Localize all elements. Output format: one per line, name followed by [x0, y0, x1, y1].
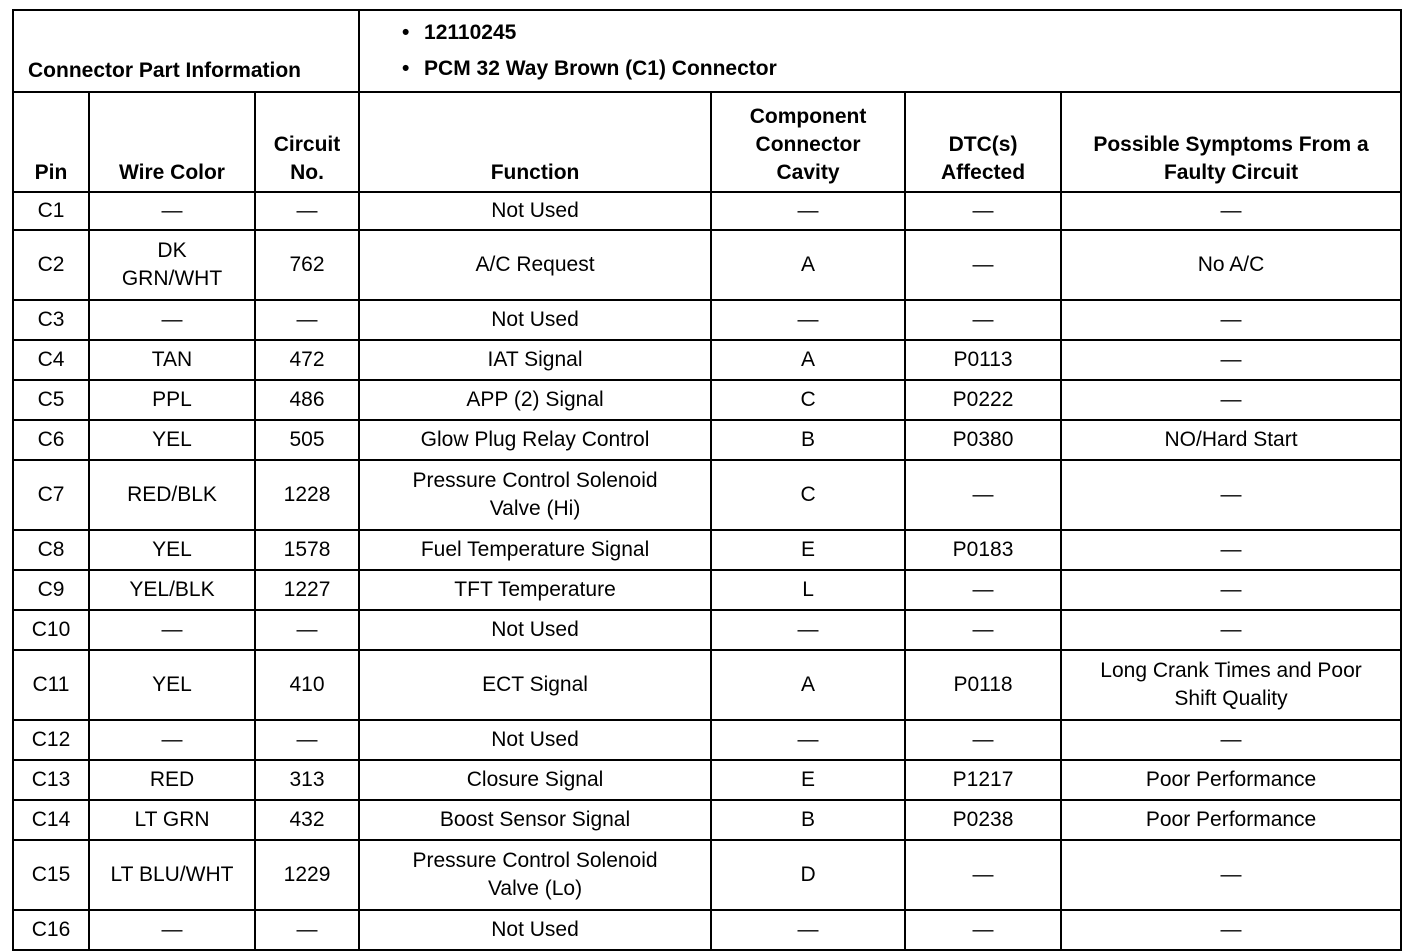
symptom-cell — [1061, 192, 1401, 230]
function-cell-line: Not Used — [491, 199, 579, 222]
part-number-line — [402, 15, 1400, 51]
function-cell — [359, 610, 711, 650]
table-row — [13, 380, 1401, 420]
symptom-cell — [1061, 530, 1401, 570]
wire-color-cell-line: YEL — [152, 428, 192, 451]
pin-cell: C6 — [13, 420, 89, 460]
function-cell — [359, 420, 711, 460]
dtc-cell: P0222 — [905, 380, 1061, 420]
symptom-cell-line: No A/C — [1197, 253, 1265, 276]
symptom-cell — [1061, 840, 1401, 910]
pin-cell: C10 — [13, 610, 89, 650]
function-cell — [359, 340, 711, 380]
wire-color-cell — [89, 760, 255, 800]
symptom-cell — [1061, 720, 1401, 760]
col-header-cavity — [711, 92, 905, 192]
wire-color-cell — [89, 192, 255, 230]
wire-color-cell-line: PPL — [152, 388, 192, 411]
table-row — [13, 910, 1401, 950]
cavity-cell: A — [711, 340, 905, 380]
symptom-cell-line: Poor Performance — [1145, 808, 1317, 831]
circuit-no-cell: 410 — [255, 650, 359, 720]
dtc-cell: — — [905, 230, 1061, 300]
dtc-cell: — — [905, 720, 1061, 760]
pin-cell: C1 — [13, 192, 89, 230]
wire-color-cell — [89, 840, 255, 910]
symptom-cell-line: — — [1220, 199, 1242, 222]
function-cell — [359, 840, 711, 910]
cavity-cell: — — [711, 192, 905, 230]
circuit-no-cell: — — [255, 910, 359, 950]
symptom-cell-line: — — [1220, 348, 1242, 371]
table-row — [13, 840, 1401, 910]
col-header-symptoms-line: Faulty Circuit — [1163, 161, 1299, 184]
function-cell-line: TFT Temperature — [454, 578, 616, 601]
table-row — [13, 570, 1401, 610]
function-cell-line: Pressure Control Solenoid — [412, 469, 658, 492]
circuit-no-cell: — — [255, 300, 359, 340]
circuit-no-cell: — — [255, 192, 359, 230]
symptom-cell-line: — — [1220, 483, 1242, 506]
pin-cell: C16 — [13, 910, 89, 950]
cavity-cell: A — [711, 650, 905, 720]
symptom-cell-line: — — [1220, 918, 1242, 941]
dtc-cell: P0238 — [905, 800, 1061, 840]
symptom-cell-line: Long Crank Times and Poor — [1100, 659, 1362, 682]
col-header-circuit-line: Circuit — [273, 133, 341, 156]
col-header-dtc-line: DTC(s) — [948, 133, 1018, 156]
wire-color-cell-line: LT BLU/WHT — [110, 863, 234, 886]
wire-color-cell-line: — — [161, 728, 183, 751]
pin-cell: C2 — [13, 230, 89, 300]
circuit-no-cell: 762 — [255, 230, 359, 300]
bullet-icon: • — [402, 21, 410, 44]
symptom-cell — [1061, 300, 1401, 340]
wire-color-cell — [89, 380, 255, 420]
pin-cell: C8 — [13, 530, 89, 570]
part-number: 12110245 — [424, 21, 517, 44]
symptom-cell-line: Poor Performance — [1145, 768, 1317, 791]
table-row — [13, 720, 1401, 760]
wire-color-cell-line: YEL — [152, 538, 192, 561]
dtc-cell: P0183 — [905, 530, 1061, 570]
table-row — [13, 800, 1401, 840]
table-row — [13, 340, 1401, 380]
pinout-rows — [13, 192, 1401, 950]
pin-cell: C12 — [13, 720, 89, 760]
symptom-cell-line: NO/Hard Start — [1164, 428, 1298, 451]
wire-color-cell-line: — — [161, 918, 183, 941]
symptom-cell — [1061, 420, 1401, 460]
function-cell — [359, 460, 711, 530]
connector-part-info-values — [359, 10, 1401, 92]
symptom-cell — [1061, 910, 1401, 950]
wire-color-cell-line: YEL — [152, 673, 192, 696]
symptom-cell — [1061, 650, 1401, 720]
table-row — [13, 192, 1401, 230]
function-cell-line: Not Used — [491, 728, 579, 751]
col-header-function: Function — [359, 92, 711, 192]
symptom-cell — [1061, 610, 1401, 650]
column-header-row — [13, 92, 1401, 192]
function-cell-line: Not Used — [491, 618, 579, 641]
function-cell-line: Not Used — [491, 308, 579, 331]
pin-cell: C4 — [13, 340, 89, 380]
col-header-symptoms — [1061, 92, 1401, 192]
col-header-cavity-line: Connector — [755, 133, 861, 156]
wire-color-cell — [89, 230, 255, 300]
symptom-cell — [1061, 800, 1401, 840]
pin-cell: C9 — [13, 570, 89, 610]
function-cell — [359, 530, 711, 570]
function-cell — [359, 910, 711, 950]
col-header-cavity-line: Component — [749, 105, 867, 128]
dtc-cell: — — [905, 910, 1061, 950]
cavity-cell: C — [711, 460, 905, 530]
connector-pinout-table — [12, 9, 1402, 951]
col-header-dtc — [905, 92, 1061, 192]
pin-cell: C11 — [13, 650, 89, 720]
dtc-cell: — — [905, 460, 1061, 530]
circuit-no-cell: 505 — [255, 420, 359, 460]
circuit-no-cell: 1578 — [255, 530, 359, 570]
function-cell-line: Pressure Control Solenoid — [412, 849, 658, 872]
function-cell-line: A/C Request — [475, 253, 595, 276]
cavity-cell: L — [711, 570, 905, 610]
col-header-symptoms-line: Possible Symptoms From a — [1093, 133, 1369, 156]
cavity-cell: D — [711, 840, 905, 910]
function-cell — [359, 570, 711, 610]
connector-part-info-label: Connector Part Information — [13, 10, 359, 92]
wire-color-cell — [89, 420, 255, 460]
wire-color-cell-line: RED — [149, 768, 195, 791]
circuit-no-cell: 486 — [255, 380, 359, 420]
circuit-no-cell: 1228 — [255, 460, 359, 530]
wire-color-cell — [89, 650, 255, 720]
function-cell — [359, 760, 711, 800]
pin-cell: C14 — [13, 800, 89, 840]
symptom-cell-line: — — [1220, 618, 1242, 641]
circuit-no-cell: 313 — [255, 760, 359, 800]
circuit-no-cell: 1229 — [255, 840, 359, 910]
cavity-cell: B — [711, 800, 905, 840]
dtc-cell: — — [905, 840, 1061, 910]
function-cell-line: Glow Plug Relay Control — [420, 428, 650, 451]
symptom-cell — [1061, 570, 1401, 610]
dtc-cell: P1217 — [905, 760, 1061, 800]
dtc-cell: — — [905, 300, 1061, 340]
table-row — [13, 230, 1401, 300]
symptom-cell-line: — — [1220, 308, 1242, 331]
dtc-cell: P0380 — [905, 420, 1061, 460]
symptom-cell — [1061, 460, 1401, 530]
circuit-no-cell: 432 — [255, 800, 359, 840]
function-cell — [359, 230, 711, 300]
wire-color-cell-line: GRN/WHT — [121, 267, 223, 290]
symptom-cell-line: Shift Quality — [1174, 687, 1288, 710]
table-row — [13, 300, 1401, 340]
wire-color-cell — [89, 460, 255, 530]
dtc-cell: P0113 — [905, 340, 1061, 380]
wire-color-cell-line: TAN — [151, 348, 193, 371]
function-cell-line: Boost Sensor Signal — [439, 808, 631, 831]
wire-color-cell-line: LT GRN — [134, 808, 210, 831]
wire-color-cell-line: RED/BLK — [127, 483, 217, 506]
col-header-pin: Pin — [13, 92, 89, 192]
function-cell-line: Not Used — [491, 918, 579, 941]
function-cell-line: Closure Signal — [466, 768, 604, 791]
function-cell-line: Valve (Lo) — [487, 877, 583, 900]
table-row — [13, 530, 1401, 570]
cavity-cell: C — [711, 380, 905, 420]
symptom-cell-line: — — [1220, 538, 1242, 561]
wire-color-cell — [89, 570, 255, 610]
table-row — [13, 760, 1401, 800]
symptom-cell-line: — — [1220, 578, 1242, 601]
pin-cell: C5 — [13, 380, 89, 420]
cavity-cell: — — [711, 910, 905, 950]
symptom-cell-line: — — [1220, 388, 1242, 411]
cavity-cell: E — [711, 760, 905, 800]
circuit-no-cell: 1227 — [255, 570, 359, 610]
dtc-cell: P0118 — [905, 650, 1061, 720]
table-row — [13, 650, 1401, 720]
bullet-icon: • — [402, 57, 410, 80]
wire-color-cell — [89, 800, 255, 840]
dtc-cell: — — [905, 192, 1061, 230]
col-header-dtc-line: Affected — [941, 161, 1026, 184]
wire-color-cell — [89, 300, 255, 340]
wire-color-cell-line: — — [161, 308, 183, 331]
table-row — [13, 610, 1401, 650]
cavity-cell: B — [711, 420, 905, 460]
connector-table-sheet — [12, 9, 1402, 951]
symptom-cell — [1061, 760, 1401, 800]
function-cell-line: APP (2) Signal — [466, 388, 604, 411]
cavity-cell: — — [711, 610, 905, 650]
function-cell — [359, 192, 711, 230]
wire-color-cell — [89, 340, 255, 380]
function-cell-line: IAT Signal — [487, 348, 583, 371]
function-cell-line: Valve (Hi) — [489, 497, 581, 520]
table-row — [13, 460, 1401, 530]
function-cell — [359, 380, 711, 420]
symptom-cell-line: — — [1220, 728, 1242, 751]
connector-description: PCM 32 Way Brown (C1) Connector — [424, 57, 777, 80]
pin-cell: C7 — [13, 460, 89, 530]
dtc-cell: — — [905, 570, 1061, 610]
wire-color-cell — [89, 530, 255, 570]
pin-cell: C13 — [13, 760, 89, 800]
col-header-wire-color: Wire Color — [89, 92, 255, 192]
col-header-circuit-line: No. — [290, 161, 324, 184]
wire-color-cell-line: DK — [157, 239, 187, 262]
function-cell — [359, 650, 711, 720]
function-cell — [359, 300, 711, 340]
pin-cell: C15 — [13, 840, 89, 910]
function-cell-line: ECT Signal — [482, 673, 588, 696]
connector-description-line — [402, 51, 1400, 87]
cavity-cell: E — [711, 530, 905, 570]
circuit-no-cell: — — [255, 720, 359, 760]
symptom-cell — [1061, 230, 1401, 300]
part-info-row — [13, 10, 1401, 92]
cavity-cell: — — [711, 300, 905, 340]
symptom-cell — [1061, 380, 1401, 420]
wire-color-cell-line: — — [161, 618, 183, 641]
wire-color-cell-line: YEL/BLK — [129, 578, 215, 601]
cavity-cell: — — [711, 720, 905, 760]
col-header-circuit-no — [255, 92, 359, 192]
wire-color-cell-line: — — [161, 199, 183, 222]
pin-cell: C3 — [13, 300, 89, 340]
circuit-no-cell: 472 — [255, 340, 359, 380]
wire-color-cell — [89, 720, 255, 760]
cavity-cell: A — [711, 230, 905, 300]
function-cell — [359, 800, 711, 840]
symptom-cell-line: — — [1220, 863, 1242, 886]
circuit-no-cell: — — [255, 610, 359, 650]
wire-color-cell — [89, 910, 255, 950]
col-header-cavity-line: Cavity — [776, 161, 840, 184]
table-row — [13, 420, 1401, 460]
function-cell — [359, 720, 711, 760]
dtc-cell: — — [905, 610, 1061, 650]
symptom-cell — [1061, 340, 1401, 380]
function-cell-line: Fuel Temperature Signal — [420, 538, 650, 561]
wire-color-cell — [89, 610, 255, 650]
